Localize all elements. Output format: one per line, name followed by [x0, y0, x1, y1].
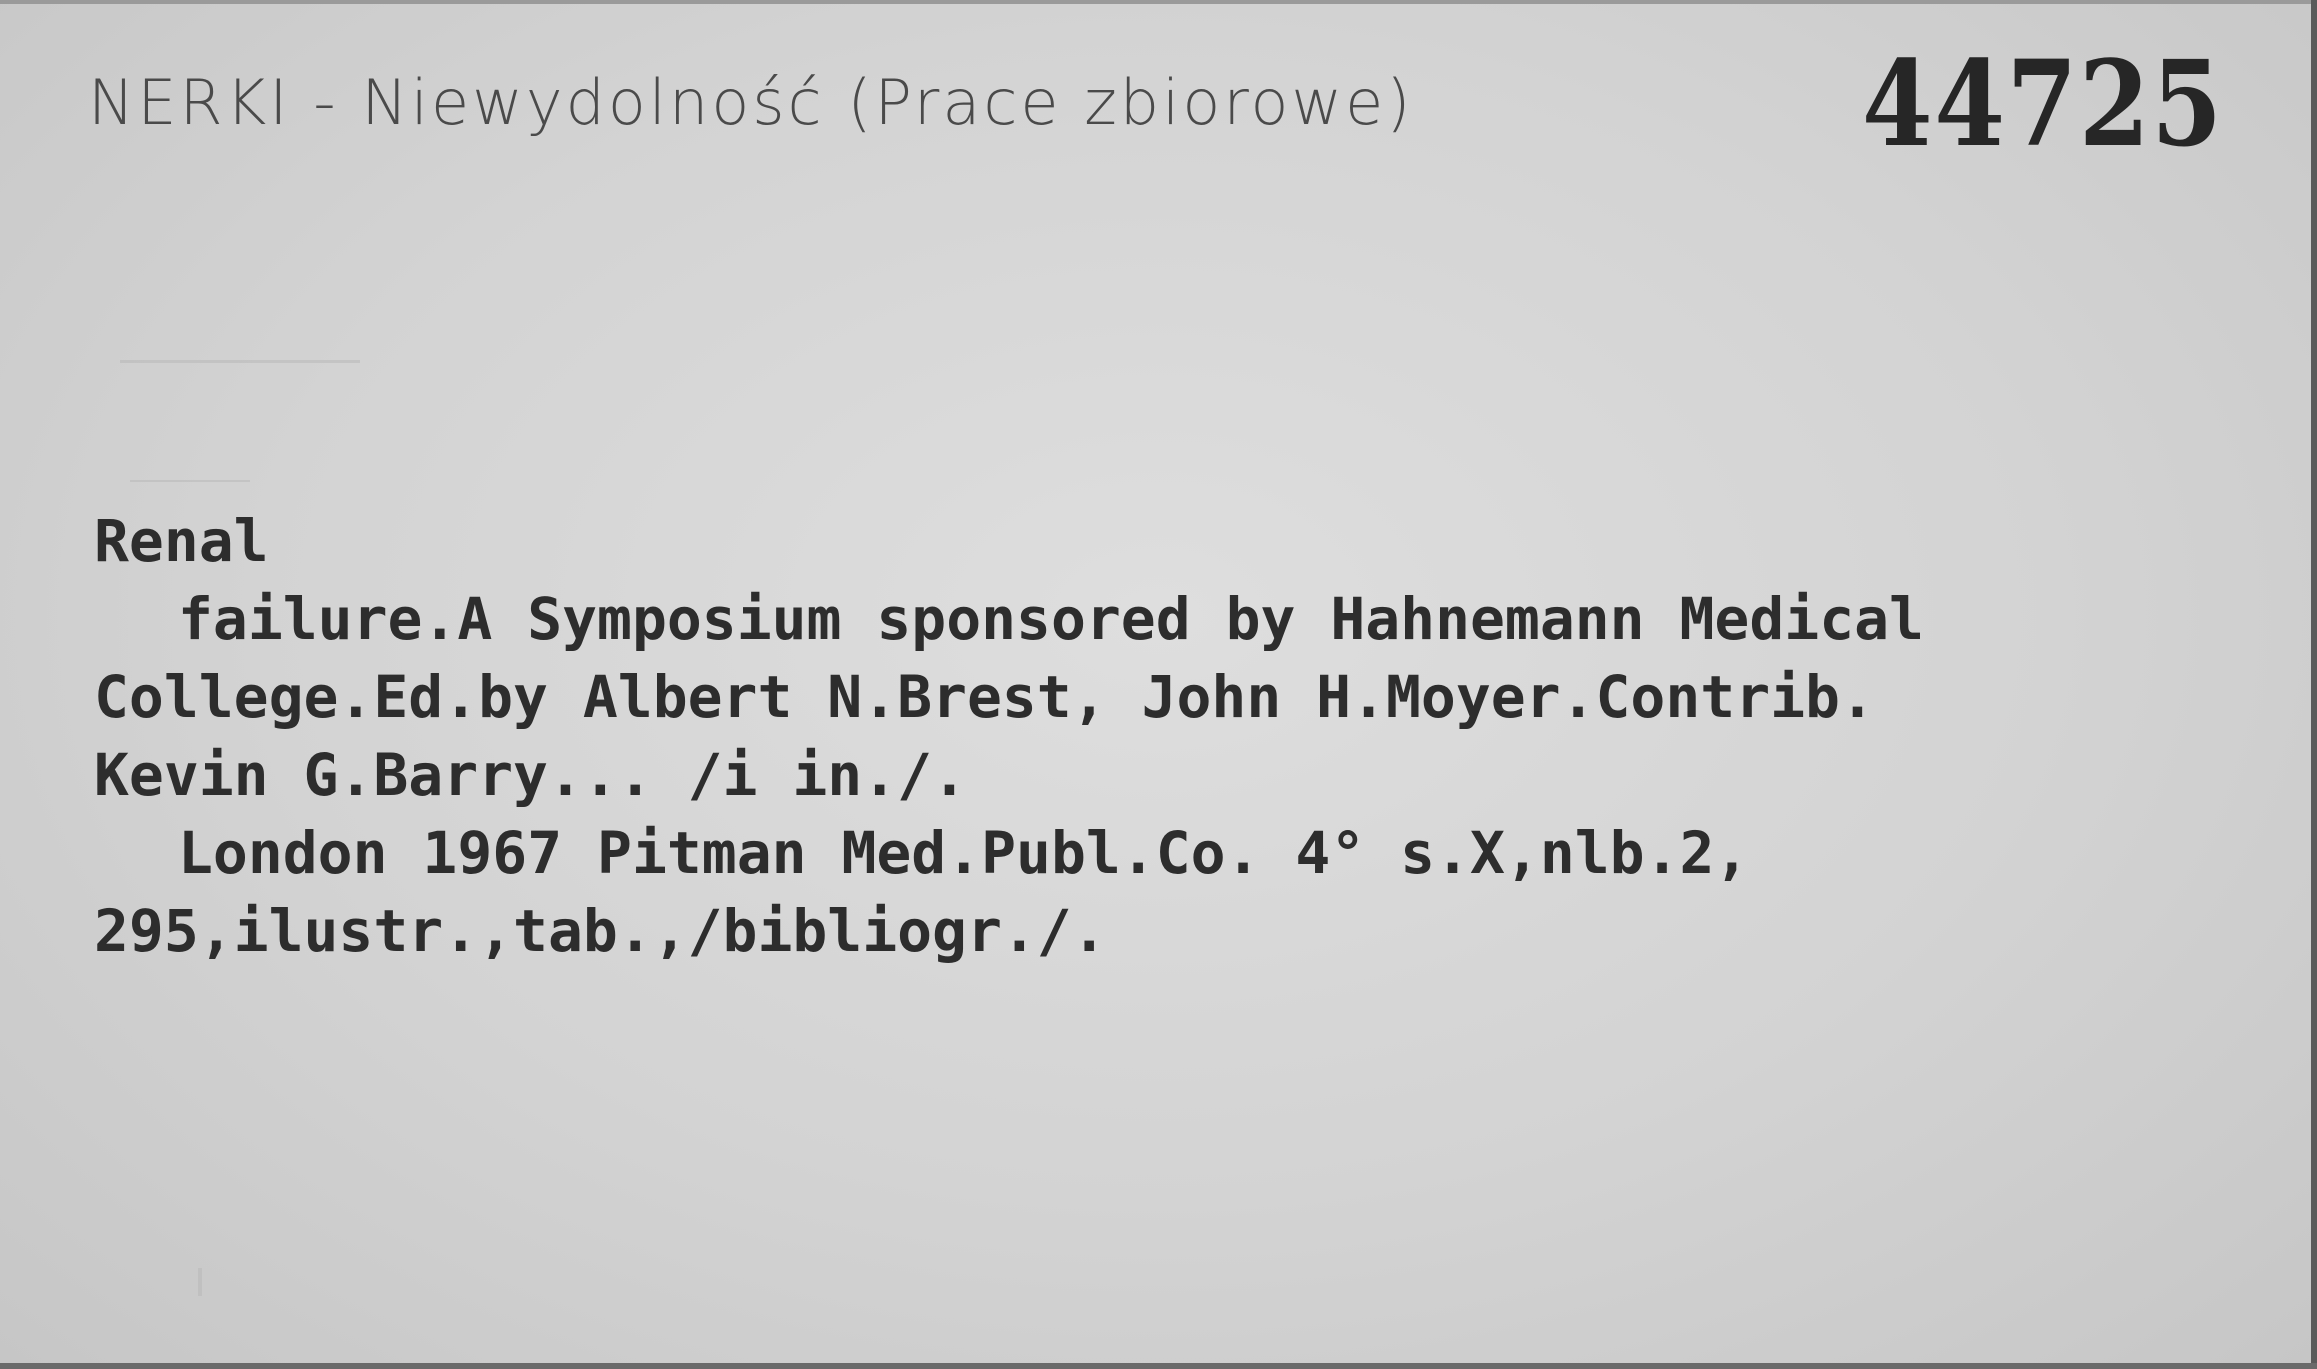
- entry-line: College.Ed.by Albert N.Brest, John H.Moyer.Contrib.: [94, 663, 1875, 731]
- entry-line: failure.A Symposium sponsored by Hahnemann Medical: [178, 585, 1924, 653]
- card-right-edge: [2311, 0, 2317, 1369]
- call-number: 44725: [1862, 34, 2224, 173]
- card-bottom-edge: [0, 1363, 2317, 1369]
- entry-line: 295,ilustr.,tab.,/bibliogr./.: [94, 897, 1107, 965]
- entry-line: London 1967 Pitman Med.Publ.Co. 4° s.X,nlb.2,: [178, 819, 1750, 887]
- faint-mark: [120, 360, 360, 363]
- faint-mark: [130, 480, 250, 482]
- subject-heading: NERKI - Niewydolność (Prace zbiorowe): [88, 66, 1414, 139]
- faint-mark: [198, 1268, 202, 1296]
- bibliographic-entry: [94, 502, 1924, 970]
- entry-line: Kevin G.Barry... /i in./.: [94, 741, 967, 809]
- entry-line: Renal: [94, 507, 269, 575]
- card-top-edge: [0, 0, 2317, 4]
